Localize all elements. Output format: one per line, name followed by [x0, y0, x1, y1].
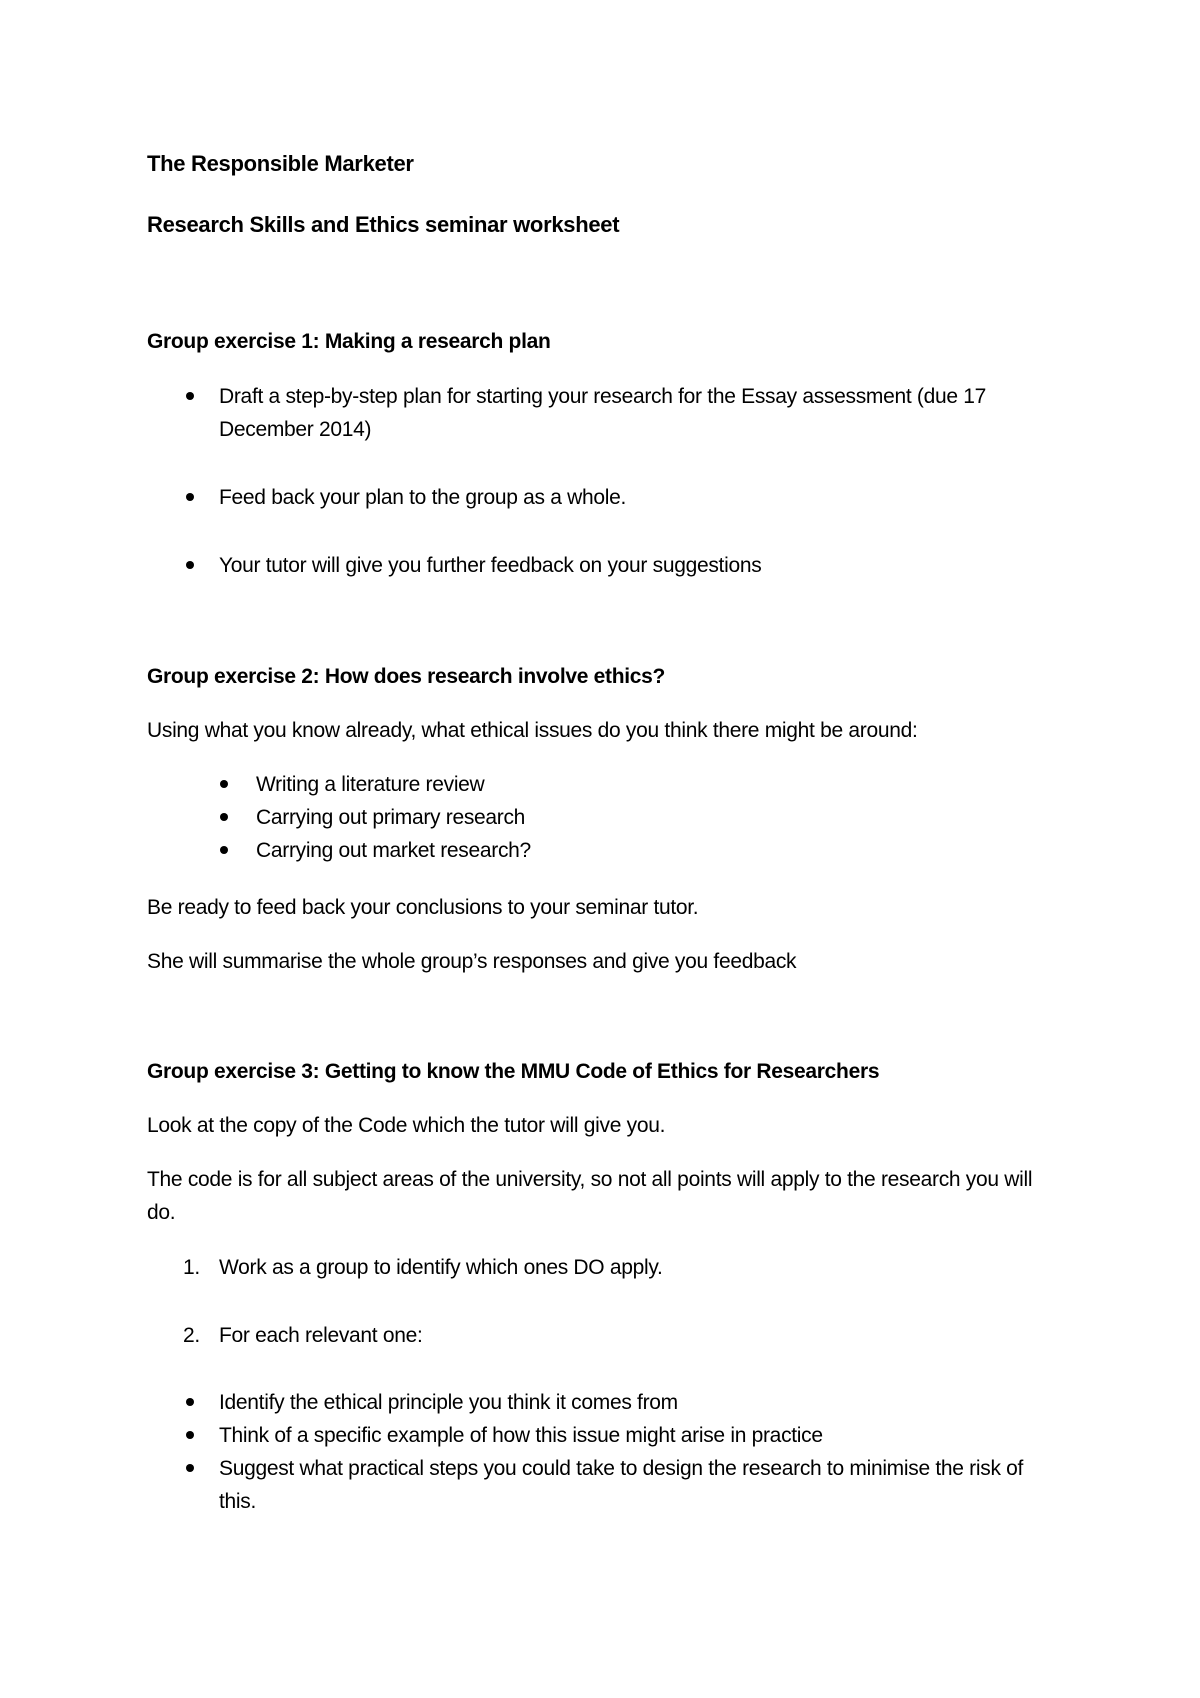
exercise-3-steps	[183, 1251, 1050, 1352]
exercise-2-paragraph: Be ready to feed back your conclusions to your seminar tutor.	[147, 896, 699, 919]
exercise-1-heading: Group exercise 1: Making a research plan	[147, 330, 551, 353]
exercise-2-heading: Group exercise 2: How does research involve ethics?	[147, 665, 666, 688]
step-text: For each relevant one:	[219, 1324, 423, 1347]
list-item: Suggest what practical steps you could take to design the research to minimise the risk of this.	[219, 1452, 1050, 1518]
list-item: Carrying out market research?	[256, 834, 1050, 867]
exercise-3-list	[219, 1386, 1050, 1518]
step-number: 1.	[183, 1256, 200, 1279]
list-item: Identify the ethical principle you think it comes from	[219, 1386, 1050, 1419]
list-item: Carrying out primary research	[256, 801, 1050, 834]
list-item	[183, 1251, 1050, 1284]
list-item: Feed back your plan to the group as a whole.	[219, 481, 1050, 514]
step-number: 2.	[183, 1324, 200, 1347]
list-item: Think of a specific example of how this issue might arise in practice	[219, 1419, 1050, 1452]
document-subtitle: Research Skills and Ethics seminar worksheet	[147, 212, 620, 237]
exercise-2-list	[256, 768, 1050, 867]
list-item: Draft a step-by-step plan for starting your research for the Essay assessment (due 17 December 2014)	[219, 380, 1050, 446]
step-text: Work as a group to identify which ones DO apply.	[219, 1256, 663, 1279]
document-title: The Responsible Marketer	[147, 151, 414, 176]
list-item: Writing a literature review	[256, 768, 1050, 801]
exercise-2-intro: Using what you know already, what ethical issues do you think there might be around:	[147, 719, 918, 742]
list-item: Your tutor will give you further feedback on your suggestions	[219, 549, 1050, 582]
exercise-3-paragraph: The code is for all subject areas of the university, so not all points will apply to the research you will do.	[147, 1168, 1033, 1224]
exercise-3-paragraph: Look at the copy of the Code which the tutor will give you.	[147, 1114, 666, 1137]
exercise-1-list	[219, 380, 1050, 582]
list-item	[183, 1319, 1050, 1352]
exercise-3-heading: Group exercise 3: Getting to know the MMU Code of Ethics for Researchers	[147, 1060, 880, 1083]
exercise-2-paragraph: She will summarise the whole group’s responses and give you feedback	[147, 950, 797, 973]
